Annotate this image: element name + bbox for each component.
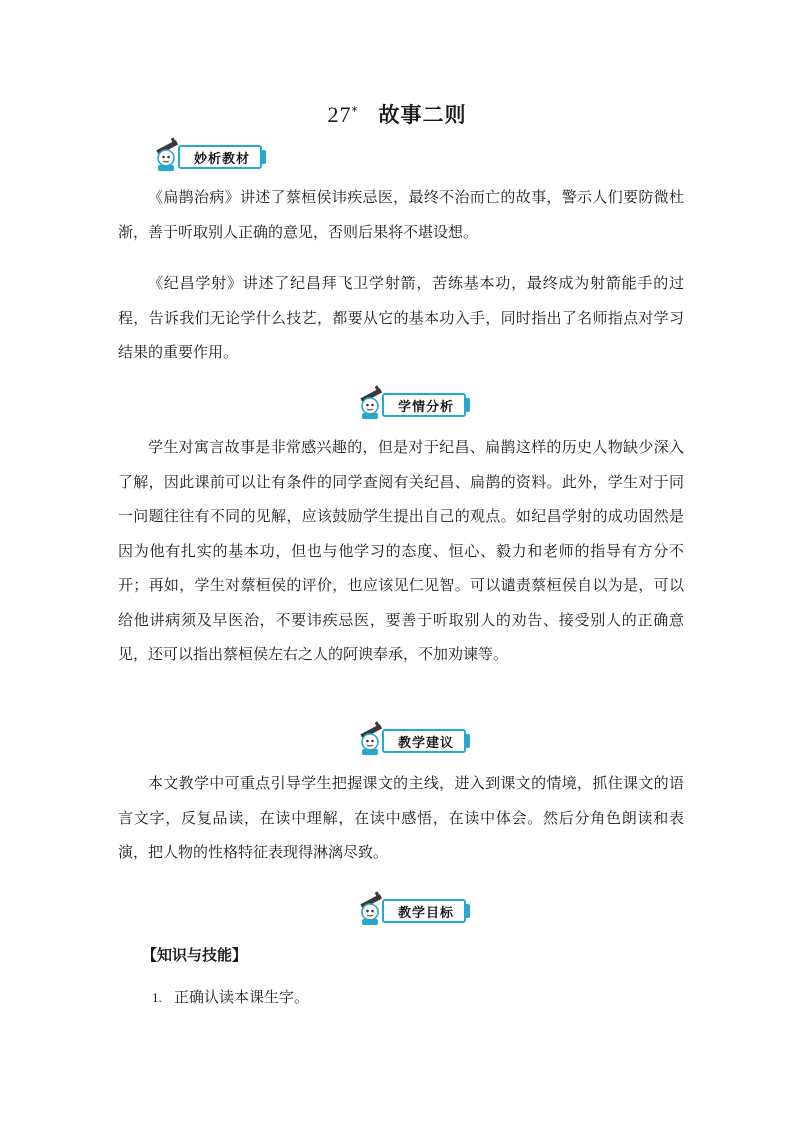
paragraph-jichang: 《纪昌学射》讲述了纪昌拜飞卫学射箭，苦练基本功，最终成为射箭能手的过程，告诉我们无论学什么技艺，都要从它的基本功入手，同时指出了名师指点对学习结果的重要作用。 bbox=[118, 274, 684, 361]
paragraph-bianque: 《扁鹊治病》讲述了蔡桓侯讳疾忌医，最终不治而亡的故事，警示人们要防微杜渐，善于听取别人正确的意见，否则后果将不堪设想。 bbox=[118, 188, 684, 241]
paragraph-student-analysis: 学生对寓言故事是非常感兴趣的，但是对于纪昌、扁鹊这样的历史人物缺少深入了解，因此课前可以让有条件的同学查阅有关纪昌、扁鹊的资料。此外，学生对于同一问题往往有不同的见解，应该鼓励学生提出自己的观点。如纪昌学射的成功固然是因为他有扎实的基本功，但也与他学习的态度、恒心、毅力和老师的指导有方分不开；再如，学生对蔡桓侯的评价，也应该见仁见智。可以谴责蔡桓侯自以为是，可以给他讲病须及早医治，不要讳疾忌医，要善于听取别人的劝告、接受别人的正确意见，还可以指出蔡桓侯左右之人的阿谀奉承，不加劝谏等。 bbox=[118, 438, 684, 663]
list-item-number: 1. bbox=[152, 990, 162, 1005]
section-badge: 妙析教材 bbox=[178, 145, 262, 169]
paragraph-teaching-suggestions: 本文教学中可重点引导学生把握课文的主线，进入到课文的情境，抓住课文的语言文字，反复品读，在读中理解，在读中感悟，在读中体会。然后分角色朗读和表演，把人物的性格特征表现得淋漓尽致。 bbox=[118, 774, 684, 861]
lesson-mark: * bbox=[351, 104, 359, 118]
section-header-students bbox=[356, 384, 466, 420]
section-header-suggestions bbox=[356, 720, 466, 756]
page-title bbox=[0, 100, 794, 130]
subheading-knowledge-skills: 【知识与技能】 bbox=[142, 946, 248, 964]
section-badge: 教学目标 bbox=[382, 899, 466, 923]
list-item bbox=[152, 982, 309, 1013]
lesson-number: 27 bbox=[327, 102, 352, 127]
section-header-goals bbox=[356, 890, 466, 926]
lesson-title: 故事二则 bbox=[378, 103, 467, 127]
list-item-text: 正确认读本课生字。 bbox=[174, 988, 310, 1006]
section-badge: 学情分析 bbox=[382, 393, 466, 417]
section-header-analysis bbox=[152, 136, 262, 172]
section-badge: 教学建议 bbox=[382, 729, 466, 753]
